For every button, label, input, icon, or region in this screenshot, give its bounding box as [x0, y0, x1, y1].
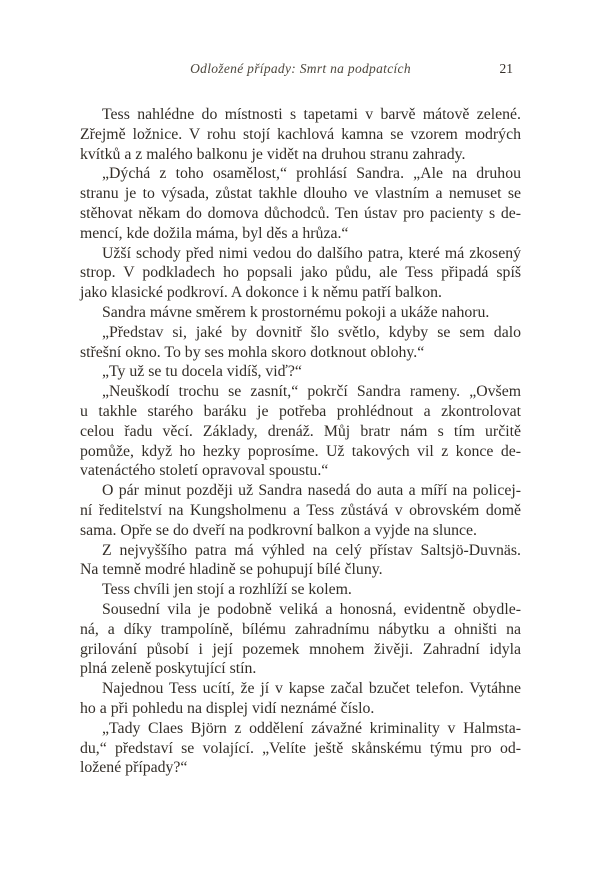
paragraph: [80, 323, 521, 363]
paragraph: [80, 679, 521, 719]
text-line: Zřejmě ložnice. V rohu stojí kachlová kamna se vzorem modrých: [80, 125, 521, 143]
text-line: Sandra mávne směrem k prostornému pokoji a ukáže nahoru.: [102, 303, 490, 321]
running-header: [80, 61, 521, 77]
text-line: sama. Opře se do dveří na podkrovní balkon a vyjde na slunce.: [80, 521, 478, 539]
text-line: ní ředitelství na Kungsholmenu a Tess zůstává v obrovském domě: [80, 501, 521, 519]
text-line: stěhovat někam do domova důchodců. Ten ústav pro pacienty s de-: [80, 204, 521, 222]
text-line: „Neuškodí trochu se zasnít,“ pokrčí Sandra rameny. „Ovšem: [102, 383, 521, 401]
text-line: Tess nahlédne do místnosti s tapetami v barvě mátově zelené.: [102, 106, 521, 123]
paragraph: [80, 481, 521, 540]
text-line: du,“ představí se volající. „Velíte ještě skånskému týmu pro od-: [80, 739, 521, 757]
text-line: „Ty už se tu docela vidíš, viď?“: [102, 363, 302, 381]
text-line: mencí, kde dožila máma, byl děs a hrůza.“: [80, 224, 349, 242]
text-line: pomůže, když ho hezky poprosíme. Už takových vil z konce de-: [80, 442, 521, 460]
text-line: strop. V podkladech ho popsali jako půdu, ale Tess připadá spíš: [80, 264, 521, 282]
text-line: Najednou Tess ucítí, že jí v kapse začal bzučet telefon. Vytáhne: [102, 680, 521, 698]
running-header-title: Odložené případy: Smrt na podpatcích: [190, 61, 411, 76]
text-line: u takhle starého baráku je potřeba prohlédnout a zkontrolovat: [80, 402, 521, 420]
paragraph: [80, 105, 521, 164]
text-line: Sousední vila je podobně veliká a honosná, evidentně obydle-: [102, 600, 521, 618]
text-line: Užší schody před nimi vedou do dalšího patra, které má zkosený: [102, 244, 521, 262]
text-line: celou řadu věcí. Základy, drenáž. Můj bratr nám s tím určitě: [80, 422, 521, 440]
paragraph: [80, 382, 521, 481]
text-line: střešní okno. To by ses mohla skoro dotknout oblohy.“: [80, 343, 425, 361]
paragraph: [80, 164, 521, 243]
text-line: „Dýchá z toho osamělost,“ prohlásí Sandra. „Ale na druhou: [102, 165, 521, 183]
text-line: stranu je to výsada, zůstat takhle dlouho ve vlastním a nemuset se: [80, 185, 521, 203]
paragraph: [80, 600, 521, 679]
text-line: O pár minut později už Sandra nasedá do auta a míří na policej-: [102, 482, 521, 500]
text-line: grilování působí i její pozemek mnohem živěji. Zahradní idyla: [80, 640, 521, 658]
text-line: ná, a díky trampolíně, bílému zahradnímu nábytku a ohništi na: [80, 620, 521, 638]
text-line: ho a při pohledu na displej vidí neznámé číslo.: [80, 699, 375, 717]
text-line: „Představ si, jaké by dovnitř šlo světlo, kdyby se sem dalo: [102, 323, 521, 341]
text-line: kvítků a z malého balkonu je vidět na druhou stranu zahrady.: [80, 145, 466, 163]
text-line: „Tady Claes Björn z oddělení závažné kriminality v Halmsta-: [102, 719, 521, 737]
text-line: vatenáctého století opravoval spoustu.“: [80, 462, 329, 480]
text-line: jako klasické podkroví. A dokonce i k němu patří balkon.: [80, 284, 442, 302]
paragraph: [80, 580, 521, 600]
text-line: Z nejvyššího patra má výhled na celý přístav Saltsjö-Duvnäs.: [102, 541, 521, 559]
paragraph: [80, 541, 521, 581]
page-number: 21: [499, 61, 513, 76]
text-line: plná zeleně poskytující stín.: [80, 660, 257, 678]
text-line: Na temně modré hladině se pohupují bílé čluny.: [80, 561, 383, 579]
paragraph: [80, 244, 521, 303]
paragraph: [80, 362, 521, 382]
text-line: Tess chvíli jen stojí a rozhlíží se kolem.: [102, 581, 352, 599]
text-line: ložené případy?“: [80, 759, 188, 777]
paragraph: [80, 719, 521, 778]
paragraph: [80, 303, 521, 323]
page-body: [80, 105, 521, 778]
